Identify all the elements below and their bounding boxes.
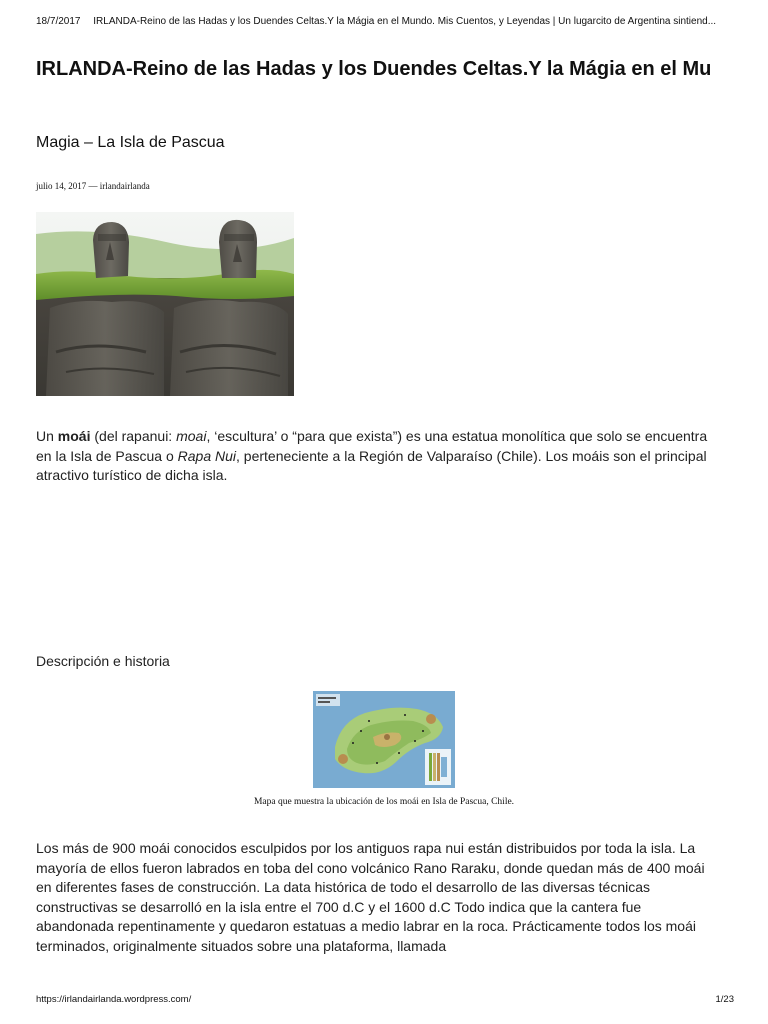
print-footer-url[interactable]: https://irlandairlanda.wordpress.com/ xyxy=(36,994,192,1005)
print-date: 18/7/2017 xyxy=(36,16,81,27)
moai-term-bold: moái xyxy=(57,428,91,444)
post-date[interactable]: julio 14, 2017 xyxy=(36,181,87,191)
body-paragraph: Los más de 900 moái conocidos esculpidos por los antiguos rapa nui están distribuidos por toda la isla. La mayoría de ellos fueron labrados en toba del cono volcánico Rano Raraku, donde quedan más de 400 moái en diferentes fases de construcción. La data histórica de todo el desarrollo de las diversas técnicas constructivas se desarrolló en la isla entre el 700 d.C y el 1600 d.C Todo indica que la cantera fue abandonada repentinamente y quedaron estatuas a medio labrar en la roca. Prácticamente todos los moái terminados, originalmente situados sobre una plataforma, llamada xyxy=(36,840,705,954)
intro-text-1: Un xyxy=(36,428,58,444)
post-meta xyxy=(36,181,150,191)
moai-hero-image xyxy=(36,212,294,396)
intro-text-2: (del rapanui: xyxy=(90,428,177,444)
section-heading: Descripción e historia xyxy=(36,653,170,669)
intro-text-4: , perteneciente a la Región de Valparaíso (Chile). Los moáis son el principal atractivo turístico de dicha isla. xyxy=(36,447,707,483)
moai-term-italic: moai xyxy=(176,428,207,444)
post-title[interactable]: Magia – La Isla de Pascua xyxy=(36,134,225,151)
post-author[interactable]: irlandairlanda xyxy=(99,181,150,191)
map-caption: Mapa que muestra la ubicación de los moái en Isla de Pascua, Chile. xyxy=(253,797,515,807)
site-title[interactable]: IRLANDA-Reino de las Hadas y los Duendes Celtas.Y la Mágia en el Mu xyxy=(36,58,712,80)
print-page-number: 1/23 xyxy=(715,994,734,1005)
intro-paragraph xyxy=(36,427,716,486)
intro-text-3: , ‘escultura’ o “para que exista”) es una estatua monolítica que solo se encuentra en la Isla de Pascua o xyxy=(36,428,708,464)
rapanui-term-italic: Rapa Nui xyxy=(177,447,237,464)
meta-separator: — xyxy=(88,181,98,191)
print-page-title: IRLANDA-Reino de las Hadas y los Duendes Celtas.Y la Mágia en el Mundo. Mis Cuentos, y Leyendas | Un lugarcito de Argentina sintiend... xyxy=(93,16,717,27)
print-header xyxy=(36,16,736,27)
easter-island-map-image[interactable] xyxy=(313,691,455,788)
